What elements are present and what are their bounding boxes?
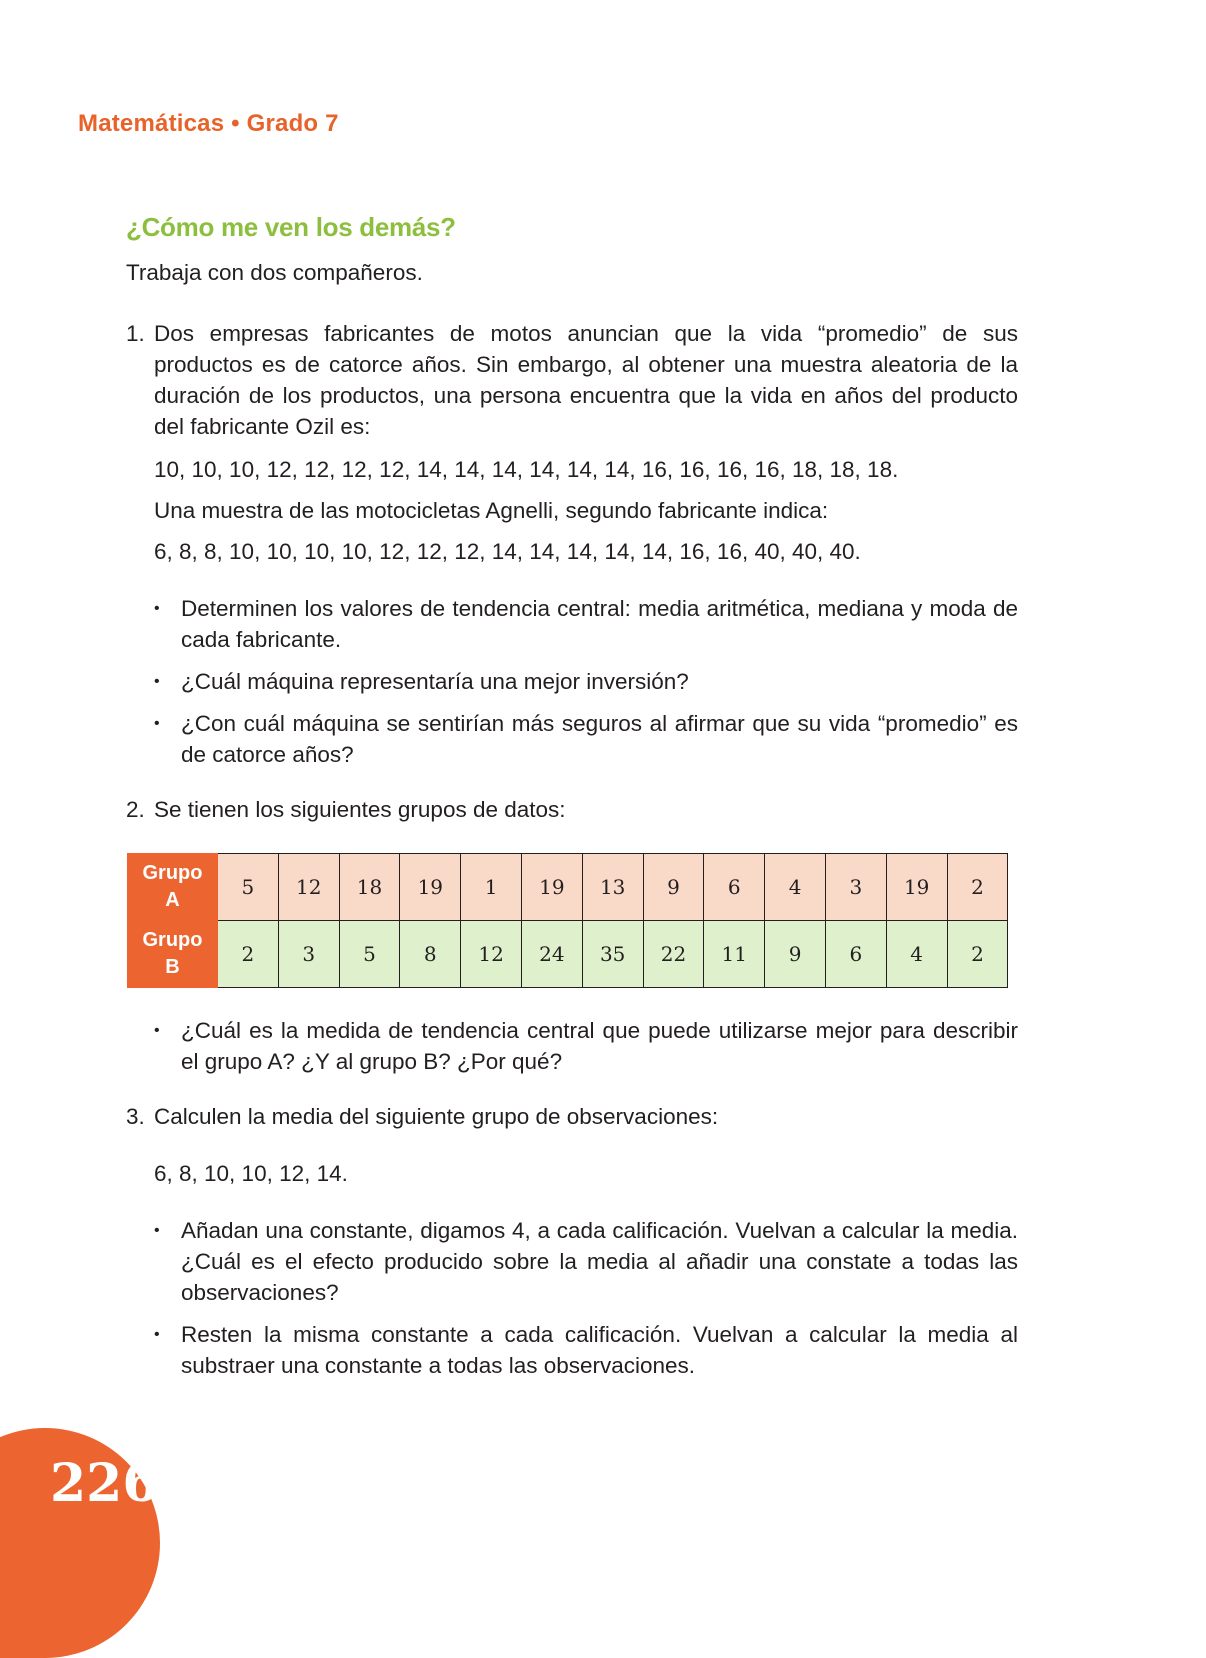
bullet-item: [154, 593, 1018, 655]
exercise-text: Se tienen los siguientes grupos de datos:: [154, 797, 566, 822]
table-cell: 19: [886, 854, 947, 921]
bullet-item: [154, 1319, 1018, 1381]
bullet-icon: •: [154, 1326, 160, 1343]
table-cell: 12: [461, 921, 522, 988]
section-intro: Trabaja con dos compañeros.: [126, 260, 423, 285]
table-cell: 2: [218, 921, 279, 988]
bullet-item: [154, 708, 1018, 770]
section-title: ¿Cómo me ven los demás?: [126, 212, 456, 242]
table-cell: 3: [825, 854, 886, 921]
bullet-item: [154, 1015, 1018, 1077]
table-cell: 13: [582, 854, 643, 921]
group-a-label: Grupo A: [128, 854, 218, 921]
bullet-icon: •: [154, 1222, 160, 1239]
exercise-1-bullets: [154, 593, 1018, 770]
page-content: [126, 212, 1018, 825]
table-cell: 35: [582, 921, 643, 988]
table-cell: 24: [521, 921, 582, 988]
exercise-2-bullets: [154, 1015, 1018, 1077]
exercise-number: 3.: [126, 1104, 145, 1129]
table-cell: 5: [339, 921, 400, 988]
group-b-row: [128, 921, 1008, 988]
bullet-text: ¿Cuál máquina representaría una mejor inversión?: [181, 669, 689, 694]
table-cell: 11: [704, 921, 765, 988]
bullet-text: Añadan una constante, digamos 4, a cada calificación. Vuelvan a calcular la media. ¿Cuál es el efecto producido sobre la media al añadir una constate a todas las observaciones?: [181, 1218, 1018, 1305]
exercise-2: [126, 794, 1018, 825]
bullet-text: Determinen los valores de tendencia central: media aritmética, mediana y moda de cada fabricante.: [181, 596, 1018, 652]
table-cell: 19: [400, 854, 461, 921]
exercise-text: Calculen la media del siguiente grupo de observaciones:: [154, 1104, 719, 1129]
table-cell: 5: [218, 854, 279, 921]
table-cell: 9: [643, 854, 704, 921]
bullet-text: ¿Con cuál máquina se sentirían más seguros al afirmar que su vida “promedio” es de catorce años?: [181, 711, 1018, 767]
page-number: 226: [50, 1453, 159, 1514]
exercise-number: 2.: [126, 797, 145, 822]
exercise-text: Dos empresas fabricantes de motos anuncian que la vida “promedio” de sus productos es de catorce años. Sin embargo, al obtener una muestra aleatoria de la duración de los productos, una persona encuentra que la vida en años del producto del fabricante Ozil es:: [154, 321, 1018, 439]
table-cell: 9: [765, 921, 826, 988]
bullet-icon: •: [154, 673, 160, 690]
table-cell: 22: [643, 921, 704, 988]
table-cell: 2: [947, 921, 1008, 988]
bullet-icon: •: [154, 715, 160, 732]
bullet-icon: •: [154, 600, 160, 617]
table-cell: 3: [278, 921, 339, 988]
group-b-label: Grupo B: [128, 921, 218, 988]
table-cell: 4: [765, 854, 826, 921]
exercise-3: [126, 1101, 1018, 1132]
table-cell: 18: [339, 854, 400, 921]
page-content-lower: [126, 1015, 1018, 1392]
table-cell: 19: [521, 854, 582, 921]
data-groups-table: [127, 853, 1008, 988]
exercise-3-bullets: [154, 1215, 1018, 1381]
agnelli-data: 6, 8, 8, 10, 10, 10, 10, 12, 12, 12, 14, 14, 14, 14, 14, 16, 16, 40, 40, 40.: [154, 539, 861, 564]
exercise-1: [126, 318, 1018, 442]
bullet-icon: •: [154, 1022, 160, 1039]
table-cell: 1: [461, 854, 522, 921]
bullet-text: Resten la misma constante a cada calificación. Vuelvan a calcular la media al substraer una constante a todas las observaciones.: [181, 1322, 1018, 1378]
bullet-item: [154, 666, 1018, 697]
ozil-data: 10, 10, 10, 12, 12, 12, 12, 14, 14, 14, 14, 14, 14, 16, 16, 16, 16, 18, 18, 18.: [154, 457, 899, 482]
table-cell: 6: [704, 854, 765, 921]
table-cell: 12: [278, 854, 339, 921]
exercise-number: 1.: [126, 321, 145, 346]
table-cell: 2: [947, 854, 1008, 921]
table-cell: 4: [886, 921, 947, 988]
agnelli-intro: Una muestra de las motocicletas Agnelli, segundo fabricante indica:: [154, 498, 829, 523]
bullet-text: ¿Cuál es la medida de tendencia central que puede utilizarse mejor para describir el grupo A? ¿Y al grupo B? ¿Por qué?: [181, 1018, 1018, 1074]
observations-data: 6, 8, 10, 10, 12, 14.: [154, 1161, 348, 1186]
table-cell: 6: [825, 921, 886, 988]
running-head: Matemáticas • Grado 7: [78, 110, 339, 137]
group-a-row: [128, 854, 1008, 921]
table-cell: 8: [400, 921, 461, 988]
bullet-item: [154, 1215, 1018, 1308]
